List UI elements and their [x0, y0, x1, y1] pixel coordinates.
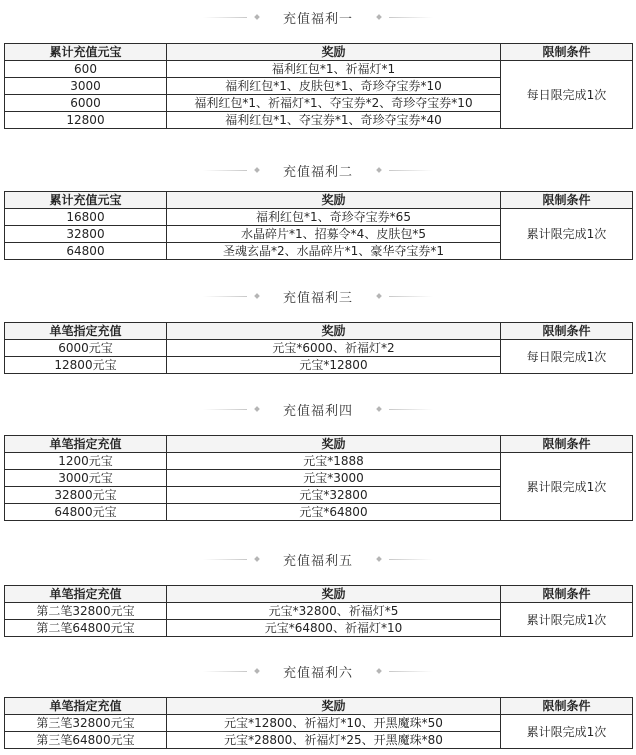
- section-title-text: 充值福利二: [282, 164, 353, 180]
- diamond-icon: [254, 406, 260, 412]
- table-row: [5, 340, 633, 357]
- amount-cell: 32800: [5, 226, 167, 243]
- reward-cell: 元宝*1888: [167, 453, 501, 470]
- reward-cell: 圣魂玄晶*2、水晶碎片*1、豪华夺宝券*1: [167, 243, 501, 260]
- amount-cell: 12800元宝: [5, 357, 167, 374]
- column-header: 单笔指定充值: [5, 586, 167, 603]
- reward-cell: 元宝*12800、祈福灯*10、开黑魔珠*50: [167, 715, 501, 732]
- benefit-table: [4, 435, 633, 521]
- title-divider-left: [203, 559, 247, 560]
- title-divider-left: [203, 17, 247, 18]
- diamond-icon: [376, 293, 382, 299]
- diamond-icon: [254, 14, 260, 20]
- diamond-icon: [254, 668, 260, 674]
- column-header: 累计充值元宝: [5, 44, 167, 61]
- reward-cell: 元宝*6000、祈福灯*2: [167, 340, 501, 357]
- title-divider-right: [389, 296, 433, 297]
- reward-cell: 元宝*64800、祈福灯*10: [167, 620, 501, 637]
- amount-cell: 12800: [5, 112, 167, 129]
- diamond-icon: [376, 556, 382, 562]
- table-header-row: [5, 698, 633, 715]
- title-divider-right: [389, 409, 433, 410]
- title-divider-left: [203, 170, 247, 171]
- amount-cell: 64800: [5, 243, 167, 260]
- section-title-text: 充值福利一: [282, 11, 353, 27]
- column-header: 限制条件: [501, 698, 633, 715]
- benefit-table: [4, 697, 633, 749]
- column-header: 限制条件: [501, 323, 633, 340]
- table-row: [5, 453, 633, 470]
- limit-cell: 累计限完成1次: [501, 715, 633, 749]
- reward-cell: 元宝*32800、祈福灯*5: [167, 603, 501, 620]
- diamond-icon: [376, 406, 382, 412]
- limit-cell: 累计限完成1次: [501, 453, 633, 521]
- table-row: [5, 715, 633, 732]
- table-row: [5, 209, 633, 226]
- title-divider-right: [389, 671, 433, 672]
- reward-cell: 元宝*3000: [167, 470, 501, 487]
- amount-cell: 16800: [5, 209, 167, 226]
- table-header-row: [5, 44, 633, 61]
- section-title-text: 充值福利三: [282, 290, 353, 306]
- amount-cell: 6000元宝: [5, 340, 167, 357]
- reward-cell: 水晶碎片*1、招募令*4、皮肤包*5: [167, 226, 501, 243]
- reward-cell: 福利红包*1、祈福灯*1、夺宝券*2、奇珍夺宝券*10: [167, 95, 501, 112]
- section-title-text: 充值福利四: [282, 403, 353, 419]
- benefit-table: [4, 322, 633, 374]
- column-header: 限制条件: [501, 44, 633, 61]
- benefit-table: [4, 191, 633, 260]
- reward-cell: 元宝*12800: [167, 357, 501, 374]
- column-header: 限制条件: [501, 586, 633, 603]
- title-divider-right: [389, 559, 433, 560]
- column-header: 限制条件: [501, 192, 633, 209]
- reward-cell: 元宝*32800: [167, 487, 501, 504]
- amount-cell: 第二笔32800元宝: [5, 603, 167, 620]
- amount-cell: 第三笔32800元宝: [5, 715, 167, 732]
- column-header: 累计充值元宝: [5, 192, 167, 209]
- section-title: [4, 661, 632, 681]
- reward-cell: 福利红包*1、祈福灯*1: [167, 61, 501, 78]
- title-divider-right: [389, 170, 433, 171]
- section-title: [4, 7, 632, 27]
- table-header-row: [5, 323, 633, 340]
- section-title: [4, 286, 632, 306]
- section-title-text: 充值福利五: [282, 553, 353, 569]
- section-title: [4, 160, 632, 180]
- amount-cell: 第三笔64800元宝: [5, 732, 167, 749]
- amount-cell: 6000: [5, 95, 167, 112]
- column-header: 奖励: [167, 192, 501, 209]
- diamond-icon: [254, 556, 260, 562]
- table-header-row: [5, 192, 633, 209]
- diamond-icon: [254, 167, 260, 173]
- reward-cell: 福利红包*1、奇珍夺宝券*65: [167, 209, 501, 226]
- diamond-icon: [376, 668, 382, 674]
- limit-cell: 每日限完成1次: [501, 61, 633, 129]
- reward-cell: 元宝*64800: [167, 504, 501, 521]
- column-header: 限制条件: [501, 436, 633, 453]
- column-header: 单笔指定充值: [5, 698, 167, 715]
- reward-cell: 福利红包*1、夺宝券*1、奇珍夺宝券*40: [167, 112, 501, 129]
- limit-cell: 累计限完成1次: [501, 603, 633, 637]
- column-header: 单笔指定充值: [5, 323, 167, 340]
- title-divider-left: [203, 409, 247, 410]
- title-divider-right: [389, 17, 433, 18]
- benefit-table: [4, 43, 633, 129]
- amount-cell: 600: [5, 61, 167, 78]
- column-header: 单笔指定充值: [5, 436, 167, 453]
- title-divider-left: [203, 296, 247, 297]
- reward-cell: 福利红包*1、皮肤包*1、奇珍夺宝券*10: [167, 78, 501, 95]
- table-row: [5, 61, 633, 78]
- column-header: 奖励: [167, 44, 501, 61]
- table-header-row: [5, 586, 633, 603]
- table-row: [5, 603, 633, 620]
- diamond-icon: [254, 293, 260, 299]
- amount-cell: 3000: [5, 78, 167, 95]
- section-title: [4, 399, 632, 419]
- amount-cell: 32800元宝: [5, 487, 167, 504]
- limit-cell: 累计限完成1次: [501, 209, 633, 260]
- amount-cell: 第二笔64800元宝: [5, 620, 167, 637]
- benefit-table: [4, 585, 633, 637]
- column-header: 奖励: [167, 436, 501, 453]
- table-header-row: [5, 436, 633, 453]
- column-header: 奖励: [167, 323, 501, 340]
- section-title-text: 充值福利六: [282, 665, 353, 681]
- amount-cell: 1200元宝: [5, 453, 167, 470]
- column-header: 奖励: [167, 698, 501, 715]
- column-header: 奖励: [167, 586, 501, 603]
- section-title: [4, 549, 632, 569]
- reward-cell: 元宝*28800、祈福灯*25、开黑魔珠*80: [167, 732, 501, 749]
- title-divider-left: [203, 671, 247, 672]
- limit-cell: 每日限完成1次: [501, 340, 633, 374]
- diamond-icon: [376, 167, 382, 173]
- amount-cell: 64800元宝: [5, 504, 167, 521]
- diamond-icon: [376, 14, 382, 20]
- amount-cell: 3000元宝: [5, 470, 167, 487]
